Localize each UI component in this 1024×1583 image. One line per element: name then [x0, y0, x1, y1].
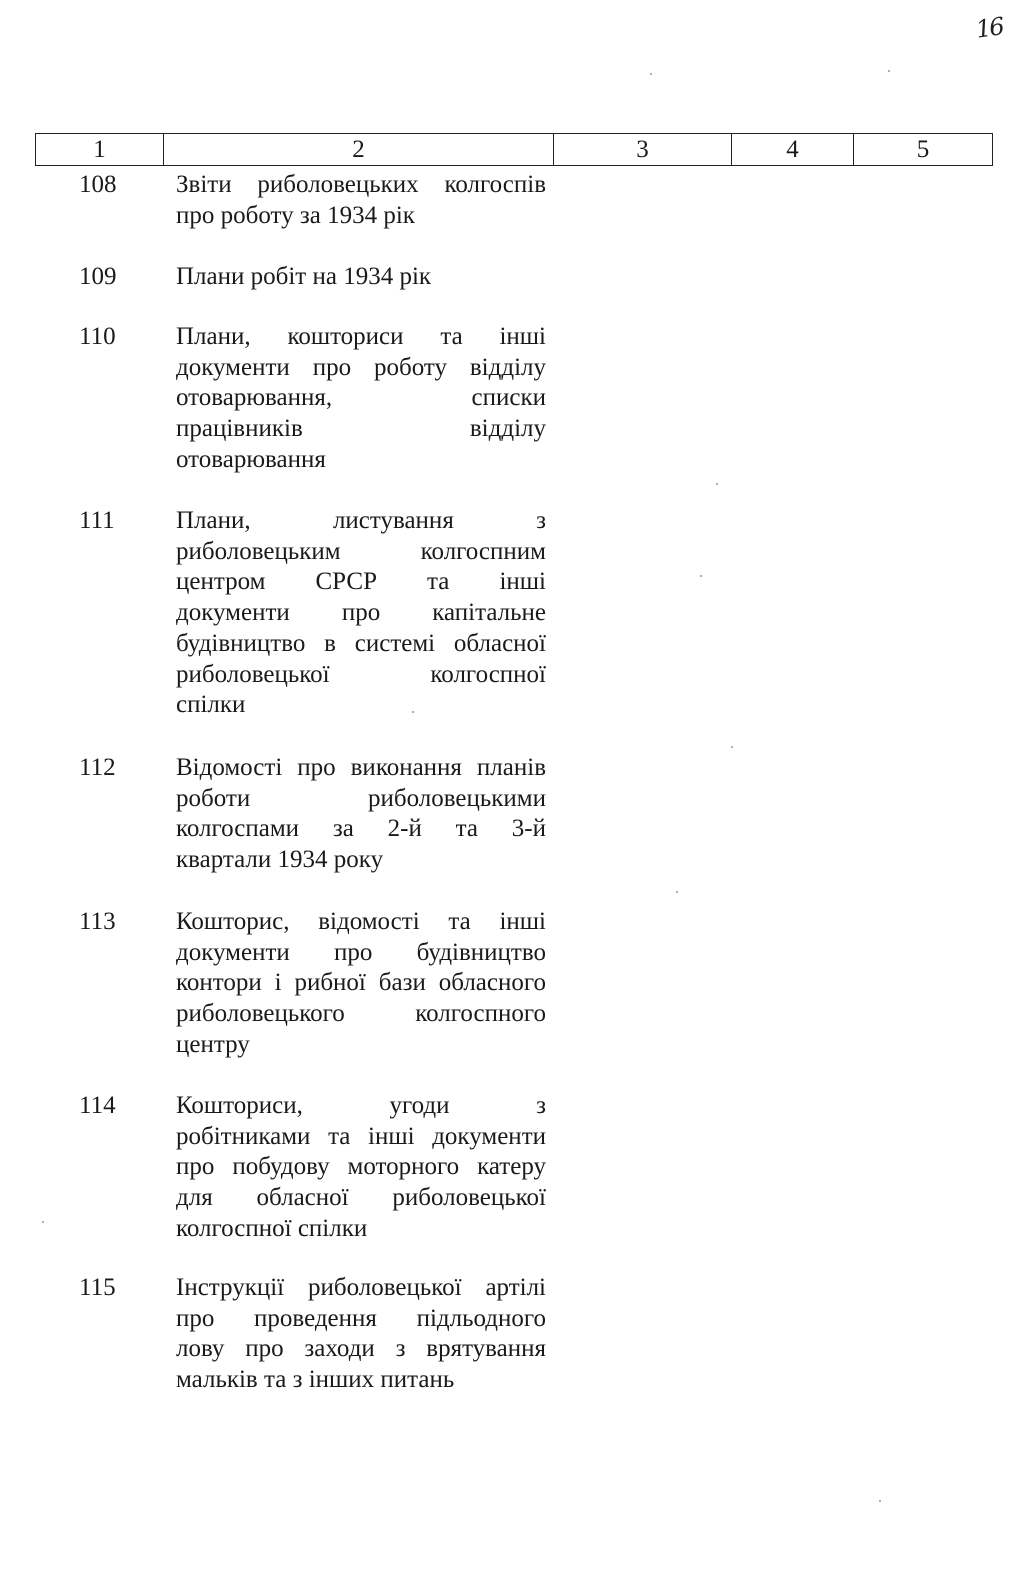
entry-description-line: про проведення підльодного	[176, 1304, 546, 1332]
scan-speck	[676, 891, 678, 893]
column-header-5: 5	[854, 134, 993, 166]
entry-description	[176, 170, 546, 231]
entry-number: 108	[79, 171, 117, 198]
entry-description-line: Плани робіт на 1934 рік	[176, 263, 432, 290]
entry-description-line: спілки	[176, 691, 246, 719]
scan-speck	[42, 1221, 44, 1223]
entry-description	[176, 907, 546, 1061]
entry-description-line: риболовецької колгоспної	[176, 660, 546, 688]
entry-description-line: Кошториси, угоди з	[176, 1092, 546, 1119]
entry-description-line: Плани, кошториси та інші	[176, 323, 546, 350]
entry-description	[176, 1273, 546, 1396]
entry-description-line: центром СРСР та інші	[176, 568, 546, 596]
entry-description-line: про роботу за 1934 рік	[176, 201, 415, 229]
entry-description-line: робітниками та інші документи	[176, 1122, 546, 1150]
column-header-1: 1	[36, 134, 164, 166]
column-header-3: 3	[554, 134, 732, 166]
entry-description-line: працівників відділу	[176, 415, 546, 443]
entry-description-line: роботи риболовецькими	[176, 784, 546, 812]
column-header-table	[35, 133, 993, 166]
entry-description-line: колгоспами за 2-й та 3-й	[176, 815, 546, 843]
entry-description-line: Відомості про виконання планів	[176, 754, 546, 781]
entry-number: 113	[79, 908, 116, 935]
column-header-2: 2	[164, 134, 554, 166]
scan-speck	[716, 483, 718, 485]
scan-speck	[700, 575, 702, 577]
entry-description-line: отоварювання	[176, 445, 326, 473]
entry-description	[176, 1091, 546, 1245]
entry-description-line: мальків та з інших питань	[176, 1366, 455, 1394]
scan-speck	[879, 1500, 881, 1502]
page-number: 16	[974, 12, 1005, 44]
entry-description-line: для обласної риболовецької	[176, 1184, 546, 1212]
entry-description-line: документи про капітальне	[176, 599, 546, 627]
entry-number: 109	[79, 263, 117, 290]
entry-description-line: риболовецького колгоспного	[176, 1000, 546, 1028]
entry-description-line: документи про роботу відділу	[176, 353, 546, 381]
column-header-row	[36, 134, 993, 166]
entry-description-line: риболовецьким колгоспним	[176, 537, 546, 565]
entry-description-line: будівництво в системі обласної	[176, 629, 546, 657]
entry-description-line: квартали 1934 року	[176, 846, 384, 874]
entry-description	[176, 262, 546, 293]
entry-number: 114	[79, 1092, 116, 1119]
scan-speck	[888, 70, 890, 72]
entry-description	[176, 753, 546, 876]
entry-number: 112	[79, 754, 116, 781]
entry-description	[176, 322, 546, 476]
entry-description-line: отоварювання, списки	[176, 384, 546, 412]
entry-description	[176, 506, 546, 721]
entry-description-line: контори і рибної бази обласного	[176, 969, 546, 997]
entry-description-line: про побудову моторного катеру	[176, 1153, 546, 1181]
entry-number: 111	[79, 507, 115, 534]
entry-description-line: Плани, листування з	[176, 507, 546, 534]
entry-description-line: Інструкції риболовецької артілі	[176, 1274, 546, 1301]
entry-description-line: колгоспної спілки	[176, 1214, 368, 1242]
entry-description-line: лову про заходи з врятування	[176, 1335, 546, 1363]
scan-speck	[412, 711, 414, 713]
entry-description-line: центру	[176, 1030, 250, 1058]
entry-description-line: Кошторис, відомості та інші	[176, 908, 546, 935]
entry-number: 110	[79, 323, 116, 350]
scan-speck	[731, 746, 733, 748]
entry-description-line: Звіти риболовецьких колгоспів	[176, 171, 546, 198]
column-header-4: 4	[732, 134, 854, 166]
entry-number: 115	[79, 1274, 116, 1301]
entry-description-line: документи про будівництво	[176, 938, 546, 966]
scan-speck	[650, 73, 652, 75]
